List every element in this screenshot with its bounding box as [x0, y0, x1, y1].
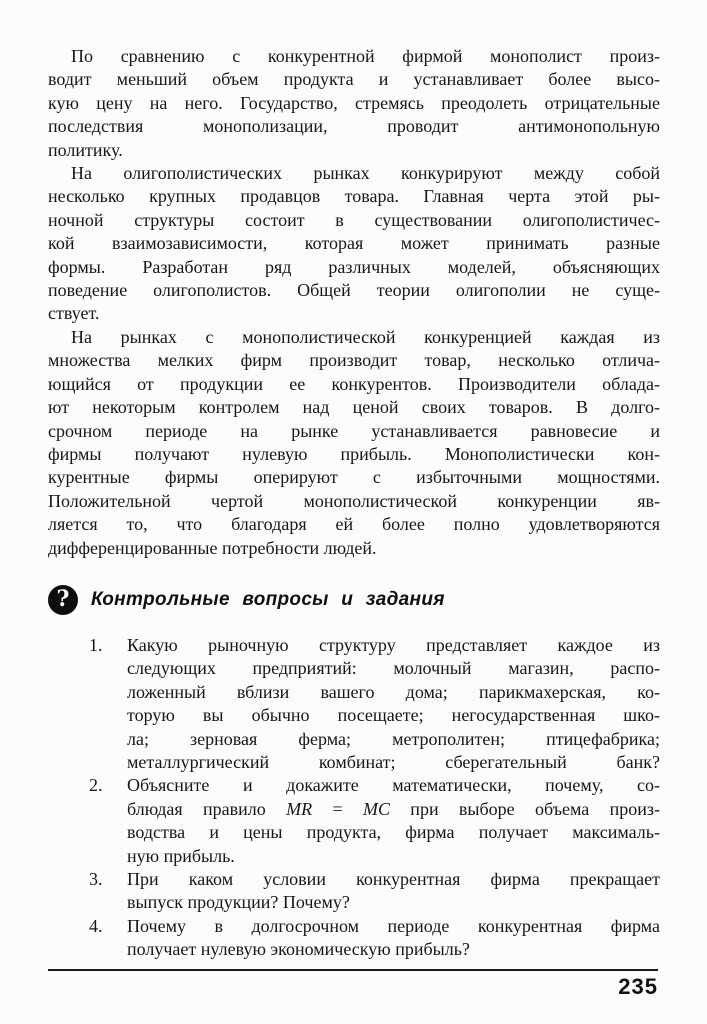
paragraph — [48, 162, 660, 326]
question-item — [48, 774, 660, 868]
questions-list — [48, 634, 660, 962]
paragraph-line: кую цену на него. Государство, стремясь преодолеть отрицательные — [48, 92, 660, 113]
paragraph — [48, 326, 660, 560]
paragraph-line: водит меньший объем продукта и устанавливает более высо- — [48, 69, 660, 90]
paragraph-line: Положительной чертой монополистической конкуренции яв- — [48, 490, 660, 511]
section-header — [48, 585, 660, 615]
paragraph-line: На рынках с монополистической конкуренцией каждая из — [71, 326, 660, 347]
paragraph-line: множества мелких фирм производит товар, несколько отлича- — [48, 350, 660, 371]
footer-rule — [48, 969, 658, 971]
paragraph-line: поведение олигополистов. Общей теории олигополии не суще- — [48, 280, 660, 301]
question-number: 4. — [89, 915, 103, 936]
question-line: ла; зерновая ферма; метрополитен; птицефабрика; — [127, 728, 660, 749]
question-text — [127, 868, 660, 915]
paragraph-line: курентные фирмы оперируют с избыточными мощностями. — [48, 467, 660, 488]
question-line: торую вы обычно посещаете; негосударственная шко- — [127, 705, 660, 726]
page-content — [48, 45, 660, 962]
question-number: 3. — [89, 869, 103, 889]
question-text — [127, 915, 660, 962]
page-number: 235 — [618, 974, 658, 999]
question-line: ложенный вблизи вашего дома; парикмахерская, ко- — [127, 681, 660, 702]
question-line: Объясните и докажите математически, почему, со- — [127, 775, 660, 796]
paragraph-line: дифференцированные потребности людей. — [48, 537, 377, 558]
paragraph-line: ющийся от продукции ее конкурентов. Производители облада- — [48, 373, 660, 394]
section-title: Контрольные вопросы и задания — [91, 588, 445, 610]
question-mark-icon — [48, 585, 78, 615]
paragraph-line: последствия монополизации, проводит антимонопольную — [48, 116, 660, 137]
paragraph-line: формы. Разработан ряд различных моделей, объясняющих — [48, 256, 660, 277]
paragraph-line: кой взаимозависимости, которая может принимать разные — [48, 233, 660, 254]
question-line: следующих предприятий: молочный магазин, распо- — [127, 658, 660, 679]
paragraph-line: На олигополистических рынках конкурируют между собой — [71, 163, 660, 184]
paragraph-line: ют некоторым контролем над ценой своих товаров. В долго- — [48, 397, 660, 418]
paragraph-line: срочном периоде на рынке устанавливается равновесие и — [48, 420, 660, 441]
question-line: получает нулевую экономическую прибыль? — [127, 939, 470, 960]
question-text — [127, 634, 660, 774]
question-mark-glyph: ? — [56, 585, 70, 612]
paragraph-line: несколько крупных продавцов товара. Главная черта этой ры- — [48, 186, 660, 207]
question-line: Почему в долгосрочном периоде конкурентная фирма — [127, 915, 660, 936]
paragraph — [48, 45, 660, 162]
question-line: ную прибыль. — [127, 845, 235, 866]
question-line: водства и цены продукта, фирма получает максималь- — [127, 822, 660, 843]
question-item — [48, 915, 660, 962]
question-line: металлургический комбинат; сберегательный банк? — [127, 751, 660, 772]
paragraph-line: фирмы получают нулевую прибыль. Монополистически кон- — [48, 443, 660, 464]
question-line: Какую рыночную структуру представляет каждое из — [127, 634, 660, 655]
question-item — [48, 634, 660, 774]
body-paragraphs — [48, 45, 660, 560]
paragraph-line: политику. — [48, 139, 123, 160]
question-number: 2. — [89, 775, 103, 796]
question-line: блюдая правило MR = MC при выборе объема произ- — [127, 798, 660, 819]
question-number: 1. — [89, 634, 103, 655]
question-item — [48, 868, 660, 915]
paragraph-line: По сравнению с конкурентной фирмой монополист произ- — [71, 46, 660, 66]
question-line: выпуск продукции? Почему? — [127, 892, 350, 913]
paragraph-line: ночной структуры состоит в существовании олигополистичес- — [48, 209, 660, 230]
question-text — [127, 774, 660, 868]
paragraph-line: ствует. — [48, 303, 100, 324]
question-line: При каком условии конкурентная фирма прекращает — [127, 869, 660, 889]
paragraph-line: ляется то, что благодаря ей более полно удовлетворяются — [48, 514, 660, 535]
